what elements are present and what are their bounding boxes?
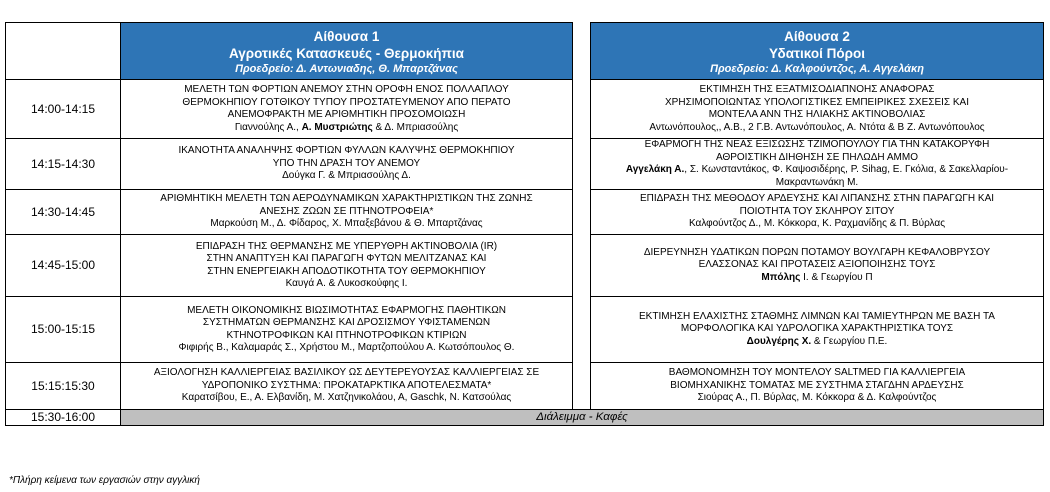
author-text: Καλφούντζος Δ., Μ. Κόκκορα, Κ. Ραχμανίδης & Π. Βύρλας <box>688 218 946 230</box>
time-slot: 15:15:15:30 <box>6 363 121 410</box>
paper-title-line: ΑΡΙΘΜΗΤΙΚΗ ΜΕΛΕΤΗ ΤΩΝ ΑΕΡΟΔΥΝΑΜΙΚΩΝ ΧΑΡΑΚΤΗΡΙΣΤΙΚΩΝ ΤΗΣ ΖΩΝΗΣ <box>160 193 533 205</box>
presenting-author: Δουλγέρης Χ. <box>746 335 812 347</box>
program-table <box>5 22 1044 426</box>
paper-title-line: ΕΦΑΡΜΟΓΗ ΤΗΣ ΝΕΑΣ ΕΞΙΣΩΣΗΣ ΤΖΙΜΟΠΟΥΛΟΥ ΓΙΑ ΤΗΝ ΚΑΤΑΚΟΡΥΦΗ <box>644 139 990 150</box>
paper-title-line: ΣΥΣΤΗΜΑΤΩΝ ΘΕΡΜΑΝΣΗΣ ΚΑΙ ΔΡΟΣΙΣΜΟΥ ΥΦΙΣΤΑΜΕΝΩΝ <box>202 317 491 328</box>
time-slot: 14:45-15:00 <box>6 235 121 297</box>
paper-title-line: ΕΛΑΣΣΟΝΑΣ ΚΑΙ ΠΡΟΤΑΣΕΙΣ ΑΞΙΟΠΟΙΗΣΗΣ ΤΟΥΣ <box>698 259 936 271</box>
author-text: Δούγκα Γ. & Μπριασούλης Δ. <box>282 170 411 182</box>
author-text: Σιούρας Α., Π. Βύρλας, Μ. Κόκκορα & Δ. Καλφούντζος <box>697 392 937 404</box>
paper-title-line: ΜΕΛΕΤΗ ΟΙΚΟΝΟΜΙΚΗΣ ΒΙΩΣΙΜΟΤΗΤΑΣ ΕΦΑΡΜΟΓΗΣ ΠΑΘΗΤΙΚΩΝ <box>187 304 506 316</box>
hall2-paper <box>591 190 1044 235</box>
hall2-name: Αίθουσα 2 <box>784 29 850 44</box>
presenting-author: Αγγελάκη Α. <box>625 164 685 175</box>
hall1-paper <box>121 190 573 235</box>
hall2-paper <box>591 80 1044 139</box>
paper-title-line: ΕΠΙΔΡΑΣΗ ΤΗΣ ΘΕΡΜΑΝΣΗΣ ΜΕ ΥΠΕΡΥΘΡΗ ΑΚΤΙΝΟΒΟΛΙΑ (IR) <box>195 240 498 252</box>
hall1-paper <box>121 80 573 139</box>
break-time: 15:30-16:00 <box>6 410 121 426</box>
paper-authors <box>123 278 570 291</box>
session-row <box>6 190 1044 235</box>
paper-authors <box>123 392 570 405</box>
time-slot: 15:00-15:15 <box>6 297 121 363</box>
hall1-paper <box>121 297 573 363</box>
author-text: Γιαννούλης Α., <box>234 121 302 133</box>
paper-title-line: ΘΕΡΜΟΚΗΠΙΟΥ ΓΟΤΘΙΚΟΥ ΤΥΠΟΥ ΠΡΟΣΤΑΤΕΥΜΕΝΟΥ ΑΠΟ ΠΕΡΑΤΟ <box>182 96 511 108</box>
column-gap <box>573 363 591 410</box>
paper-title-line: ΕΚΤΙΜΗΣΗ ΤΗΣ ΕΞΑΤΜΙΣΟΔΙΑΠΝΟΗΣ ΑΝΑΦΟΡΑΣ <box>699 84 935 95</box>
time-slot: 14:15-14:30 <box>6 139 121 190</box>
paper-authors <box>123 122 570 135</box>
paper-authors <box>123 170 570 183</box>
author-text: Φιφιρής Β., Καλαμαράς Σ., Χρήστου Μ., Μαρτζοπούλου Α. Κωτσόπουλος Θ. <box>178 342 515 353</box>
paper-authors <box>593 272 1041 285</box>
paper-title-line: ΕΠΙΔΡΑΣΗ ΤΗΣ ΜΕΘΟΔΟΥ ΑΡΔΕΥΣΗΣ ΚΑΙ ΛΙΠΑΝΣΗΣ ΣΤΗΝ ΠΑΡΑΓΩΓΗ ΚΑΙ <box>639 193 995 205</box>
hall2-paper <box>591 363 1044 410</box>
paper-title-line: ΣΤΗΝ ΑΝΑΠΤΥΞΗ ΚΑΙ ΠΑΡΑΓΩΓΗ ΦΥΤΩΝ ΜΕΛΙΤΖΑΝΑΣ ΚΑΙ <box>206 253 487 264</box>
paper-authors <box>593 122 1041 135</box>
author-text: Ι. & Γεωργίου Π <box>800 271 873 283</box>
paper-title-line: ΥΔΡΟΠΟΝΙΚΟ ΣΥΣΤΗΜΑ: ΠΡΟΚΑΤΑΡΚΤΙΚΑ ΑΠΟΤΕΛΕΣΜΑΤΑ* <box>201 379 492 391</box>
time-slot: 14:00-14:15 <box>6 80 121 139</box>
hall2-topic: Υδατικοί Πόροι <box>769 46 865 61</box>
paper-title-line: ΙΚΑΝΟΤΗΤΑ ΑΝΑΛΗΨΗΣ ΦΟΡΤΙΩΝ ΦΥΛΛΩΝ ΚΑΛΥΨΗΣ ΘΕΡΜΟΚΗΠΙΟΥ <box>178 145 515 157</box>
hall1-chair: Προεδρείο: Δ. Αντωνιαδης, Θ. Μπαρτζάνας <box>235 63 458 75</box>
paper-title-line: ΑΝΕΣΗΣ ΖΩΩΝ ΣΕ ΠΤΗΝΟΤΡΟΦΕΙΑ* <box>259 205 434 217</box>
paper-authors <box>123 218 570 231</box>
paper-authors <box>123 342 570 355</box>
paper-title-line: ΒΑΘΜΟΝΟΜΗΣΗ ΤΟΥ ΜΟΝΤΕΛΟΥ SALTMED ΓΙΑ ΚΑΛΛΙΕΡΓΕΙΑ <box>668 367 966 379</box>
paper-title-line: ΔΙΕΡΕΥΝΗΣΗ ΥΔΑΤΙΚΩΝ ΠΟΡΩΝ ΠΟΤΑΜΟΥ ΒΟΥΛΓΑΡΗ ΚΕΦΑΛΟΒΡΥΣΟΥ <box>643 246 991 258</box>
hall2-header <box>591 23 1044 80</box>
paper-authors <box>593 218 1041 231</box>
time-slot: 14:30-14:45 <box>6 190 121 235</box>
session-row <box>6 297 1044 363</box>
paper-title-line: ΒΙΟΜΗΧΑΝΙΚΗΣ ΤΟΜΑΤΑΣ ΜΕ ΣΥΣΤΗΜΑ ΣΤΑΓΔΗΝ ΑΡΔΕΥΣΗΣ <box>670 379 964 391</box>
column-gap <box>573 80 591 139</box>
paper-title-line: ΑΘΡΟΙΣΤΙΚΗ ΔΙΗΘΗΣΗ ΣΕ ΠΗΛΩΔΗ ΑΜΜΟ <box>716 151 918 163</box>
presenting-author: Α. Μυστριώτης <box>301 121 373 133</box>
paper-title-line: ΜΟΝΤΕΛΑ ΑΝΝ ΤΗΣ ΗΛΙΑΚΗΣ ΑΚΤΙΝΟΒΟΛΙΑΣ <box>708 109 926 120</box>
author-text: Αντωνόπουλος,, Α.Β., 2 Γ.Β. Αντωνόπουλος, Α. Ντότα & Β Ζ. Αντωνόπουλος <box>649 121 985 133</box>
hall1-name: Αίθουσα 1 <box>313 29 380 44</box>
hall1-paper <box>121 235 573 297</box>
paper-title-line: ΑΝΕΜΟΦΡΑΚΤΗ ΜΕ ΑΡΙΘΜΗΤΙΚΗ ΠΡΟΣΟΜΟΙΩΣΗ <box>227 109 466 120</box>
hall2-paper <box>591 235 1044 297</box>
author-text: & Δ. Μπριασούλης <box>372 121 459 133</box>
paper-title-line: ΑΞΙΟΛΟΓΗΣΗ ΚΑΛΛΙΕΡΓΕΙΑΣ ΒΑΣΙΛΙΚΟΥ ΩΣ ΔΕΥΤΕΡΕΥΟΥΣΑΣ ΚΑΛΛΙΕΡΓΕΙΑΣ ΣΕ <box>153 367 540 379</box>
paper-title-line: ΕΚΤΙΜΗΣΗ ΕΛΑΧΙΣΤΗΣ ΣΤΑΘΜΗΣ ΛΙΜΝΩΝ ΚΑΙ ΤΑΜΙΕΥΤΗΡΩΝ ΜΕ ΒΑΣΗ ΤΑ <box>639 310 995 322</box>
paper-title-line: ΜΕΛΕΤΗ ΤΩΝ ΦΟΡΤΙΩΝ ΑΝΕΜΟΥ ΣΤΗΝ ΟΡΟΦΗ ΕΝΟΣ ΠΟΛΛΑΠΛΟΥ <box>184 84 509 95</box>
break-row <box>6 410 1044 426</box>
hall1-paper <box>121 139 573 190</box>
hall1-header <box>121 23 573 80</box>
paper-title-line: ΥΠΟ ΤΗΝ ΔΡΑΣΗ ΤΟΥ ΑΝΕΜΟΥ <box>272 157 421 169</box>
author-text: & Γεωργίου Π.Ε. <box>811 335 888 347</box>
column-gap <box>573 190 591 235</box>
paper-authors <box>593 392 1041 405</box>
session-row <box>6 235 1044 297</box>
hall2-paper <box>591 297 1044 363</box>
session-row <box>6 363 1044 410</box>
column-gap <box>573 297 591 363</box>
break-label: Διάλειμμα - Καφές <box>121 410 1044 426</box>
author-text: , Σ. Κωνσταντάκος, Φ. Καψοσιδέρης, P. Sihag, Ε. Γκόλια, & Σακελλαρίου-Μακραντωνάκη Μ. <box>684 164 1009 188</box>
paper-title-line: ΣΤΗΝ ΕΝΕΡΓΕΙΑΚΗ ΑΠΟΔΟΤΙΚΟΤΗΤΑ ΤΟΥ ΘΕΡΜΟΚΗΠΙΟΥ <box>207 265 486 277</box>
header-time-cell <box>6 23 121 80</box>
column-gap <box>573 23 591 80</box>
author-text: Καυγά Α. & Λυκοσκούφης Ι. <box>285 278 408 289</box>
session-row <box>6 139 1044 190</box>
paper-title-line: ΜΟΡΦΟΛΟΓΙΚΑ ΚΑΙ ΥΔΡΟΛΟΓΙΚΑ ΧΑΡΑΚΤΗΡΙΣΤΙΚΑ ΤΟΥΣ <box>680 323 954 335</box>
hall2-chair: Προεδρείο: Δ. Καλφούντζος, Α. Αγγελάκη <box>710 63 924 75</box>
presenting-author: Μπόλης <box>761 271 801 283</box>
paper-authors <box>593 164 1041 189</box>
hall1-paper <box>121 363 573 410</box>
header-row <box>6 23 1044 80</box>
paper-title-line: ΧΡΗΣΙΜΟΠΟΙΩΝΤΑΣ ΥΠΟΛΟΓΙΣΤΙΚΕΣ ΕΜΠΕΙΡΙΚΕΣ ΣΧΕΣΕΙΣ ΚΑΙ <box>665 96 969 108</box>
session-row <box>6 80 1044 139</box>
hall2-paper <box>591 139 1044 190</box>
author-text: Μαρκούση Μ., Δ. Φίδαρος, Χ. Μπαξεβάνου & Θ. Μπαρτζάνας <box>210 218 483 230</box>
column-gap <box>573 139 591 190</box>
author-text: Καρατσίβου, Ε., Α. Ελβανίδη, Μ. Χατζηνικολάου, Α, Gaschk, Ν. Κατσούλας <box>181 392 512 404</box>
paper-title-line: ΚΤΗΝΟΤΡΟΦΙΚΩΝ ΚΑΙ ΠΤΗΝΟΤΡΟΦΙΚΩΝ ΚΤΙΡΙΩΝ <box>226 329 467 341</box>
column-gap <box>573 235 591 297</box>
hall1-topic: Αγροτικές Κατασκευές - Θερμοκήπια <box>229 46 464 61</box>
paper-title-line: ΠΟΙΟΤΗΤΑ ΤΟΥ ΣΚΛΗΡΟΥ ΣΙΤΟΥ <box>739 205 895 217</box>
footnote: *Πλήρη κείμενα των εργασιών στην αγγλική <box>9 475 200 486</box>
paper-authors <box>593 336 1041 349</box>
